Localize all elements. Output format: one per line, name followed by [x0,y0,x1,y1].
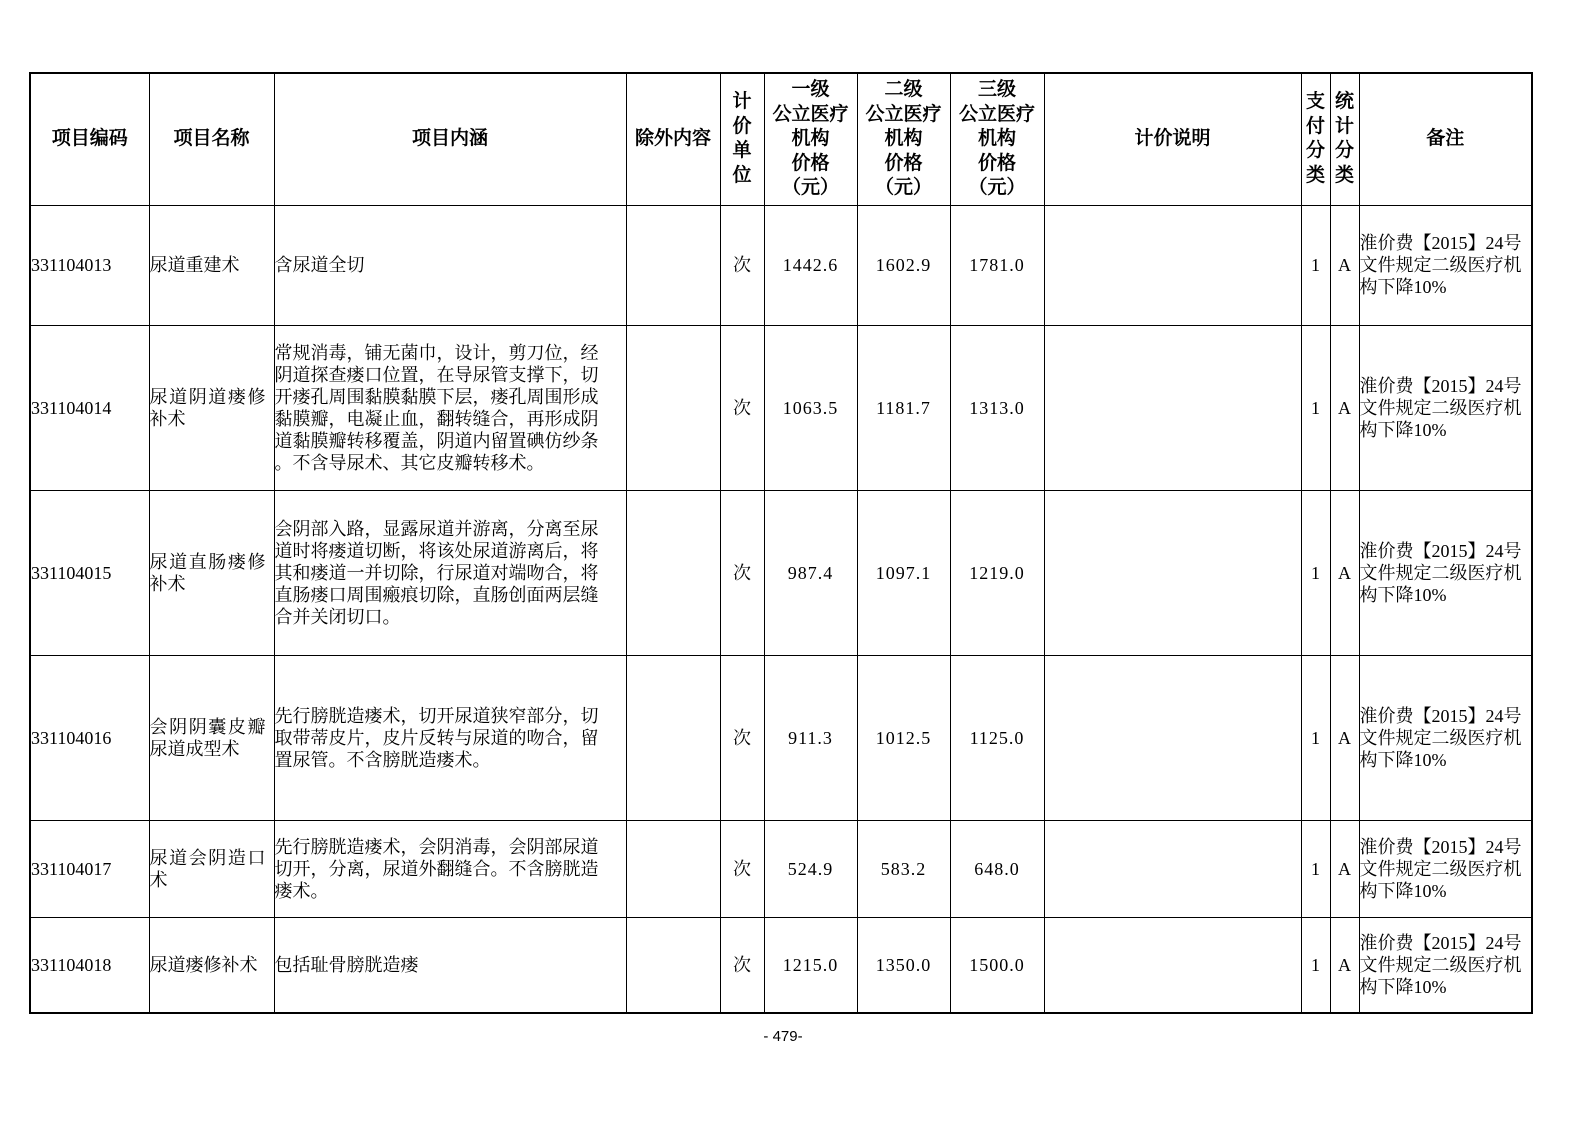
item-unit: 次 [720,325,764,490]
item-name-text: 会阴阴囊皮瓣尿道成型术 [149,716,266,759]
pricing-notes [1044,917,1301,1013]
statistics-category: A [1330,917,1359,1013]
price-level-2: 1350.0 [857,917,950,1013]
price-level-1: 1063.5 [764,325,857,490]
table-row [30,205,1532,325]
table-row [30,655,1532,820]
payment-category: 1 [1301,205,1330,325]
item-name [149,490,274,655]
price-level-3: 1781.0 [950,205,1044,325]
header-item-name: 项目名称 [149,73,274,205]
statistics-category: A [1330,490,1359,655]
price-level-1: 911.3 [764,655,857,820]
item-description-text: 先行膀胱造瘘术，会阴消毒，会阴部尿道切开，分离，尿道外翻缝合。不含膀胱造瘘术。 [274,836,599,901]
payment-category: 1 [1301,820,1330,917]
header-pricing-notes: 计价说明 [1044,73,1301,205]
table-row [30,820,1532,917]
pricing-notes [1044,655,1301,820]
item-description-text: 会阴部入路，显露尿道并游离，分离至尿道时将瘘道切断，将该处尿道游离后，将其和瘘道一并切除，行尿道对端吻合，将直肠瘘口周围瘢痕切除，直肠创面两层缝合并关闭切口。 [274,518,599,627]
remark-text: 淮价费【2015】24号文件规定二级医疗机构下降10% [1359,705,1522,770]
payment-category: 1 [1301,655,1330,820]
price-level-1: 524.9 [764,820,857,917]
item-code: 331104016 [30,655,149,820]
item-name-text: 尿道重建术 [149,255,240,275]
item-name-text: 尿道直肠瘘修补术 [149,551,266,594]
item-code: 331104015 [30,490,149,655]
item-exclusions [626,325,720,490]
pricing-notes [1044,490,1301,655]
item-exclusions [626,917,720,1013]
header-payment-category-text: 支付分类 [1306,91,1326,186]
pricing-table [29,72,1533,1014]
remark [1359,655,1532,820]
payment-category: 1 [1301,917,1330,1013]
price-level-1: 1442.6 [764,205,857,325]
price-level-2: 1012.5 [857,655,950,820]
header-price-level-3: 三级 公立医疗 机构 价格 （元） [950,73,1044,205]
item-name-text: 尿道会阴造口术 [149,847,266,890]
price-level-3: 1313.0 [950,325,1044,490]
item-unit: 次 [720,917,764,1013]
price-level-3: 1500.0 [950,917,1044,1013]
remark [1359,205,1532,325]
item-description [274,917,626,1013]
item-exclusions [626,490,720,655]
remark [1359,325,1532,490]
item-description [274,325,626,490]
remark [1359,490,1532,655]
item-exclusions [626,205,720,325]
price-level-2: 583.2 [857,820,950,917]
item-description-text: 包括耻骨膀胱造瘘 [274,954,419,975]
statistics-category: A [1330,820,1359,917]
item-name-text: 尿道瘘修补术 [149,954,258,975]
remark [1359,820,1532,917]
price-level-3: 648.0 [950,820,1044,917]
pricing-notes [1044,205,1301,325]
price-level-3: 1125.0 [950,655,1044,820]
page-number: - 479- [763,1028,803,1045]
item-description [274,490,626,655]
remark-text: 淮价费【2015】24号文件规定二级医疗机构下降10% [1359,540,1522,605]
table-row [30,325,1532,490]
item-code: 331104017 [30,820,149,917]
price-level-1: 987.4 [764,490,857,655]
remark-text: 淮价费【2015】24号文件规定二级医疗机构下降10% [1359,375,1522,440]
item-name [149,917,274,1013]
item-unit: 次 [720,205,764,325]
item-unit: 次 [720,820,764,917]
remark-text: 淮价费【2015】24号文件规定二级医疗机构下降10% [1359,836,1522,901]
header-remark: 备注 [1359,73,1532,205]
remark-text: 淮价费【2015】24号文件规定二级医疗机构下降10% [1359,233,1522,297]
header-price-level-2: 二级 公立医疗 机构 价格 （元） [857,73,950,205]
price-level-2: 1602.9 [857,205,950,325]
remark-text: 淮价费【2015】24号文件规定二级医疗机构下降10% [1359,932,1522,997]
item-code: 331104014 [30,325,149,490]
table-row [30,490,1532,655]
item-description [274,655,626,820]
item-exclusions [626,820,720,917]
header-pricing-unit [720,73,764,205]
payment-category: 1 [1301,490,1330,655]
header-statistics-category [1330,73,1359,205]
statistics-category: A [1330,325,1359,490]
price-level-2: 1097.1 [857,490,950,655]
item-code: 331104013 [30,205,149,325]
pricing-notes [1044,820,1301,917]
header-exclusions: 除外内容 [626,73,720,205]
header-payment-category [1301,73,1330,205]
header-item-code: 项目编码 [30,73,149,205]
header-pricing-unit-text: 计价单位 [732,91,752,186]
payment-category: 1 [1301,325,1330,490]
item-name [149,205,274,325]
item-description-text: 先行膀胱造瘘术，切开尿道狭窄部分，切取带蒂皮片，皮片反转与尿道的吻合，留置尿管。不含膀胱造瘘术。 [274,705,599,770]
header-statistics-category-text: 统计分类 [1335,91,1355,186]
item-name [149,325,274,490]
item-description-text: 含尿道全切 [274,255,365,275]
item-code: 331104018 [30,917,149,1013]
item-name [149,820,274,917]
item-name [149,655,274,820]
header-item-description: 项目内涵 [274,73,626,205]
table-header-row [30,73,1532,205]
item-description [274,820,626,917]
pricing-notes [1044,325,1301,490]
price-level-3: 1219.0 [950,490,1044,655]
statistics-category: A [1330,205,1359,325]
item-description [274,205,626,325]
item-unit: 次 [720,655,764,820]
remark [1359,917,1532,1013]
statistics-category: A [1330,655,1359,820]
item-name-text: 尿道阴道瘘修补术 [149,386,266,429]
price-level-2: 1181.7 [857,325,950,490]
item-description-text: 常规消毒，铺无菌巾，设计，剪刀位，经阴道探查瘘口位置，在导尿管支撑下，切开瘘孔周围黏膜黏膜下层，瘘孔周围形成黏膜瓣，电凝止血，翻转缝合，再形成阴道黏膜瓣转移覆盖，阴道内留置碘仿纱条。不含导尿术、其它皮瓣转移术。 [274,342,599,473]
price-level-1: 1215.0 [764,917,857,1013]
table-row [30,917,1532,1013]
header-price-level-1: 一级 公立医疗 机构 价格 （元） [764,73,857,205]
item-exclusions [626,655,720,820]
item-unit: 次 [720,490,764,655]
